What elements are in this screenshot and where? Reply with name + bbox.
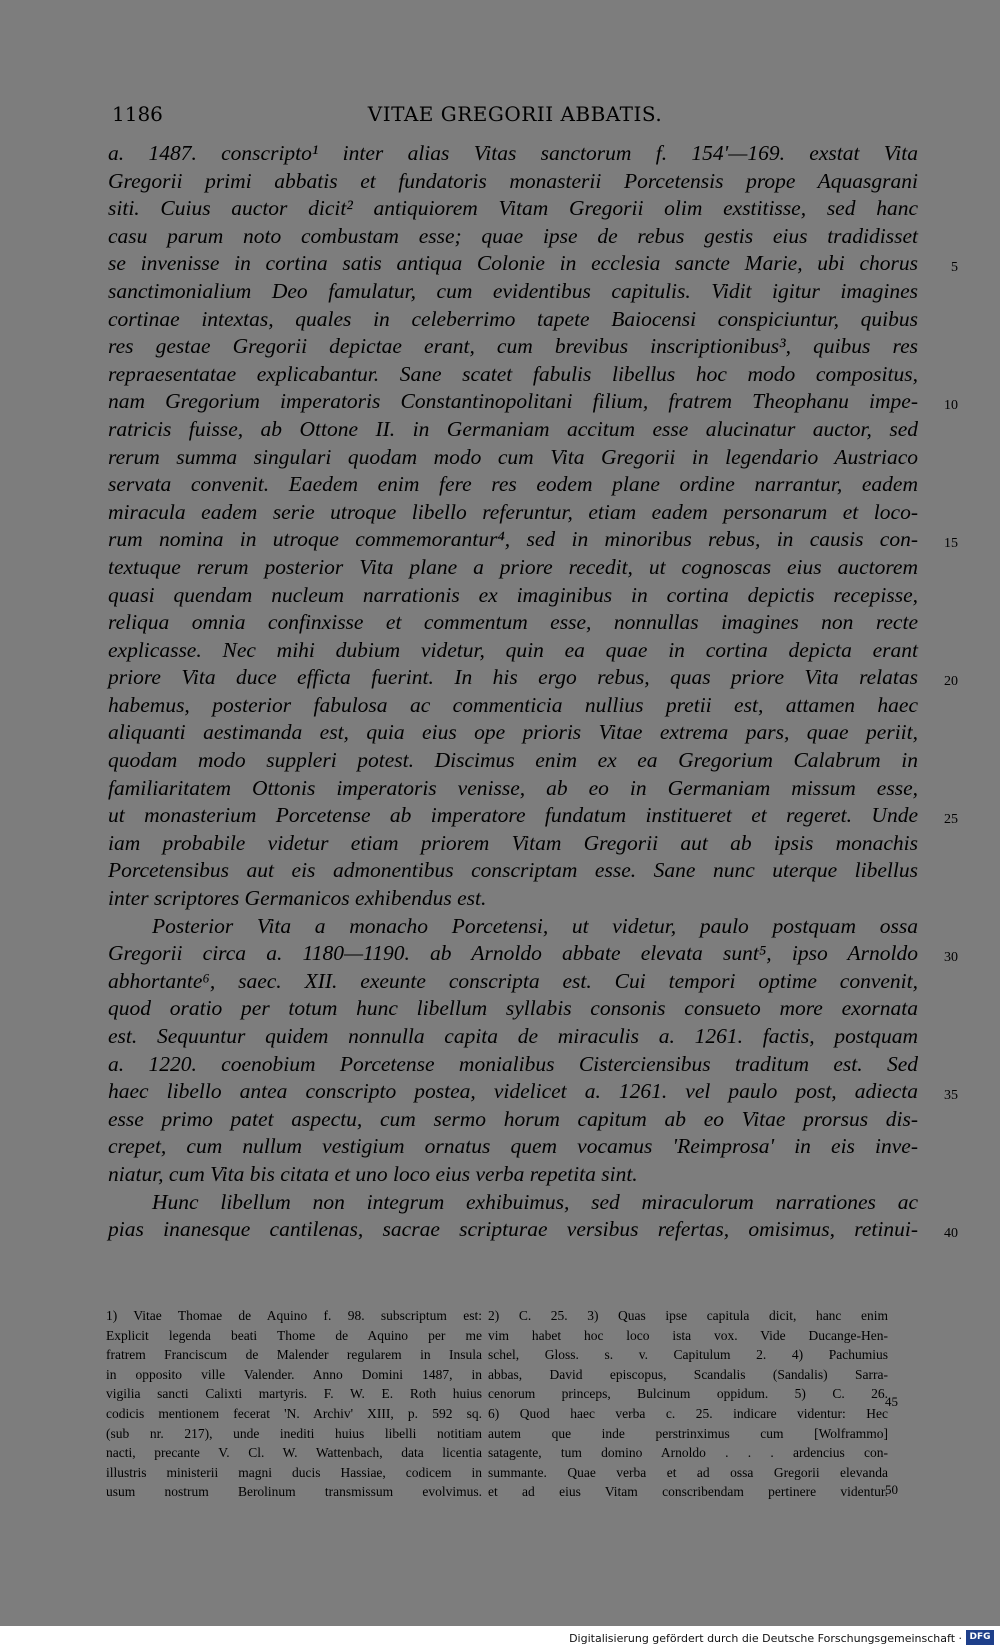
text-line-content: siti. Cuius auctor dicit² antiquiorem Vitam Gregorii olim exstitisse, sed hanc	[108, 196, 918, 221]
footnotes-right-column	[488, 1306, 898, 1502]
text-line-content: Gregorii circa a. 1180—1190. ab Arnoldo abbate elevata sunt⁵, ipso Arnoldo	[108, 941, 918, 966]
footnote-line: fratrem Franciscum de Malender regularem in Insula	[106, 1347, 482, 1363]
footnote-line: Explicit legenda beati Thome de Aquino per me	[106, 1327, 482, 1343]
text-line	[108, 499, 918, 527]
text-line-content: Porcetensibus aut eis admonentibus conscriptam esse. Sane nunc uterque libellus	[108, 858, 918, 883]
text-line-content: repraesentatae explicabantur. Sane scatet fabulis libellus hoc modo compositus,	[108, 361, 918, 386]
text-line-content: se invenisse in cortina satis antiqua Colonie in ecclesia sancte Marie, ubi chorus	[108, 251, 918, 276]
text-line	[108, 250, 958, 278]
text-line	[108, 278, 918, 306]
text-line	[108, 223, 918, 251]
text-line-content: servata convenit. Eaedem enim fere res eodem plane ordine narrantur, eadem	[108, 472, 918, 497]
text-line	[108, 582, 918, 610]
text-line	[108, 1216, 958, 1244]
footnote-line: summante. Quae verba et ad ossa Gregorii elevanda	[488, 1464, 888, 1480]
text-line-content: quodam modo suppleri potest. Discimus enim ex ea Gregorium Calabrum in	[108, 748, 918, 773]
text-line	[108, 1051, 918, 1079]
text-line-content: casu parum noto combustam esse; quae ipse de rebus gestis eius tradidisset	[108, 223, 918, 248]
text-line	[108, 637, 918, 665]
main-text	[108, 140, 958, 1244]
text-line-content: cortinae intextas, quales in celeberrimo tapete Baiocensi conspiciuntur, quibus	[108, 306, 918, 331]
text-line	[108, 1078, 958, 1106]
footnote-line: et ad eius Vitam conscribendam pertinere videntur.	[488, 1484, 888, 1500]
running-title: VITAE GREGORII ABBATIS.	[367, 102, 663, 126]
text-line-content: nam Gregorium imperatoris Constantinopolitani filium, fratrem Theophanu impe-	[108, 389, 918, 414]
text-line	[108, 995, 918, 1023]
text-line-content: haec libello antea conscripto postea, videlicet a. 1261. vel paulo post, adiecta	[108, 1079, 918, 1104]
text-line-content: Gregorii primi abbatis et fundatoris monasterii Porcetensis prope Aquasgrani	[108, 168, 918, 193]
footnote-line: (sub nr. 217), unde inediti huius libelli notitiam	[106, 1425, 482, 1441]
text-line-content: abhortante⁶, saec. XII. exeunte conscripta est. Cui tempori optime convenit,	[108, 968, 918, 993]
footnote-line: abbas, David episcopus, Scandalis (Sandalis) Sarra-	[488, 1366, 888, 1382]
footnotes-left-column	[106, 1306, 482, 1502]
text-line	[108, 609, 918, 637]
line-number: 35	[944, 1088, 958, 1104]
text-line	[108, 913, 918, 941]
line-number: 15	[944, 536, 958, 552]
footnote-line: codicis mentionem fecerat 'N. Archiv' XIII, p. 592 sq.	[106, 1405, 482, 1421]
footnote-line: vigilia sancti Calixti martyris. F. W. E. Roth huius	[106, 1386, 482, 1402]
footnote-line: 6) Quod haec verba c. 25. indicare videntur: Hec	[488, 1405, 888, 1421]
text-line-content: est. Sequuntur quidem nonnulla capita de miraculis a. 1261. factis, postquam	[108, 1024, 918, 1048]
footnote-line: satagente, tum domino Arnoldo . . . ardencius con-	[488, 1445, 888, 1461]
credit-text: Digitalisierung gefördert durch die Deutsche Forschungsgemeinschaft ·	[569, 1632, 962, 1645]
text-line	[108, 416, 918, 444]
footnote-line: in opposito ville Valender. Anno Domini 1487, in	[106, 1366, 482, 1382]
text-line	[108, 1023, 918, 1051]
text-line-content: ut monasterium Porcetense ab imperatore fundatum institueret et regeret. Unde	[108, 803, 918, 828]
text-line-content: res gestae Gregorii depictae erant, cum brevibus inscriptionibus³, quibus res	[108, 334, 918, 359]
footnote-line: illustris ministerii magni ducis Hassiae, codicem in	[106, 1464, 482, 1480]
text-line	[108, 664, 958, 692]
text-line-content: aliquanti aestimanda est, quia eius ope prioris Vitae extrema pars, quae periit,	[108, 720, 918, 745]
text-line	[108, 140, 918, 168]
text-line	[108, 830, 918, 858]
text-line-content: rum nomina in utroque commemorantur⁴, sed in minoribus rebus, in causis con-	[108, 527, 918, 552]
text-line	[108, 775, 918, 803]
text-line	[108, 306, 918, 334]
footnote-line: 2) C. 25. 3) Quas ipse capitula dicit, hanc enim	[488, 1308, 888, 1323]
text-line-content: explicasse. Nec mihi dubium videtur, quin ea quae in cortina depicta erant	[108, 637, 918, 662]
text-line-content: reliqua omnia confinxisse et commentum esse, nonnullas imagines non recte	[108, 610, 918, 635]
text-line	[108, 968, 918, 996]
text-line-content: a. 1220. coenobium Porcetense monialibus Cisterciensibus traditum est. Sed	[108, 1051, 918, 1076]
text-line-content: pias inanesque cantilenas, sacrae scripturae versibus refertas, omisimus, retinui-	[108, 1217, 918, 1242]
text-line-content: sanctimonialium Deo famulatur, cum evidentibus capitulis. Vidit igitur imagines	[108, 278, 918, 303]
text-line-content: ratricis fuisse, ab Ottone II. in Germaniam accitum esse alucinatur auctor, sed	[108, 416, 918, 441]
text-line	[108, 1189, 918, 1217]
line-number: 25	[944, 812, 958, 828]
text-line-content: miracula eadem serie utroque libello referuntur, etiam eadem personarum et loco-	[108, 499, 918, 524]
text-line	[108, 747, 918, 775]
text-line-content: quasi quendam nucleum narrationis ex imaginibus in cortina depictis recepisse,	[108, 582, 918, 607]
text-line-content: niatur, cum Vita bis citata et uno loco eius verba repetita sint.	[108, 1161, 638, 1186]
footnote-line: vim habet hoc loco ista vox. Vide Ducange-Hen-	[488, 1327, 888, 1343]
text-line	[108, 554, 918, 582]
footnote-line: nacti, precante V. Cl. W. Wattenbach, data licentia	[106, 1445, 482, 1461]
text-line	[108, 719, 918, 747]
text-line-content: priore Vita duce efficta fuerint. In his ergo rebus, quas priore Vita relatas	[108, 665, 918, 690]
text-line-content: esse primo patet aspectu, cum sermo horum capitum ab eo Vitae prorsus dis-	[108, 1106, 918, 1131]
text-line-content: Posterior Vita a monacho Porcetensi, ut videtur, paulo postquam ossa	[152, 913, 918, 938]
text-line-content: textuque rerum posterior Vita plane a priore recedit, ut cognoscas eius auctorem	[108, 554, 918, 579]
text-line-content: rerum summa singulari quodam modo cum Vita Gregorii in legendario Austriaco	[108, 444, 918, 469]
line-number: 40	[944, 1226, 958, 1242]
text-line	[108, 526, 958, 554]
page-number: 1186	[112, 102, 163, 126]
footnote-line-number: 45	[885, 1394, 898, 1409]
page-header	[112, 102, 918, 132]
line-number: 5	[951, 260, 958, 276]
text-line	[108, 940, 958, 968]
text-line	[108, 857, 918, 885]
text-line-content: Hunc libellum non integrum exhibuimus, sed miraculorum narrationes ac	[152, 1189, 918, 1214]
footnote-line: cenorum princeps, Bulcinum oppidum. 5) C. 26.	[488, 1386, 888, 1402]
text-line	[108, 471, 918, 499]
text-line-content: familiaritatem Ottonis imperatoris venisse, ab eo in Germaniam missum esse,	[108, 775, 918, 800]
credit-bar	[0, 1626, 1000, 1648]
text-line	[108, 388, 958, 416]
dfg-logo[interactable]: DFG	[966, 1630, 994, 1645]
footnote-line: schel, Gloss. s. v. Capitulum 2. 4) Pachumius	[488, 1347, 888, 1363]
text-line	[108, 361, 918, 389]
text-line-content: quod oratio per totum hunc libellum syllabis consonis consueto more exornata	[108, 996, 918, 1021]
footnote-line: usum nostrum Berolinum transmissum evolvimus.	[106, 1484, 482, 1500]
footnote-line-number: 50	[885, 1482, 898, 1497]
text-line	[108, 802, 958, 830]
text-line-content: a. 1487. conscripto¹ inter alias Vitas sanctorum f. 154'—169. exstat Vita	[108, 141, 918, 165]
text-line	[108, 1106, 918, 1134]
text-line	[108, 333, 918, 361]
text-line	[108, 1133, 918, 1161]
text-line-content: crepet, cum nullum vestigium ornatus quem vocamus 'Reimprosa' in eis inve-	[108, 1134, 918, 1159]
text-line-content: inter scriptores Germanicos exhibendus est.	[108, 886, 487, 911]
footnote-line: autem que inde perstrinximus cum [Wolframmo]	[488, 1425, 888, 1441]
line-number: 30	[944, 950, 958, 966]
line-number: 10	[944, 398, 958, 414]
text-line	[108, 885, 918, 913]
text-line-content: iam probabile videtur etiam priorem Vitam Gregorii aut ab ipsis monachis	[108, 830, 918, 855]
text-line	[108, 1161, 918, 1189]
text-line	[108, 168, 918, 196]
text-line	[108, 692, 918, 720]
footnote-line: 1) Vitae Thomae de Aquino f. 98. subscriptum est:	[106, 1308, 482, 1323]
text-line-content: habemus, posterior fabulosa ac commenticia nullius pretii est, attamen haec	[108, 692, 918, 717]
text-line	[108, 444, 918, 472]
line-number: 20	[944, 674, 958, 690]
text-line	[108, 195, 918, 223]
